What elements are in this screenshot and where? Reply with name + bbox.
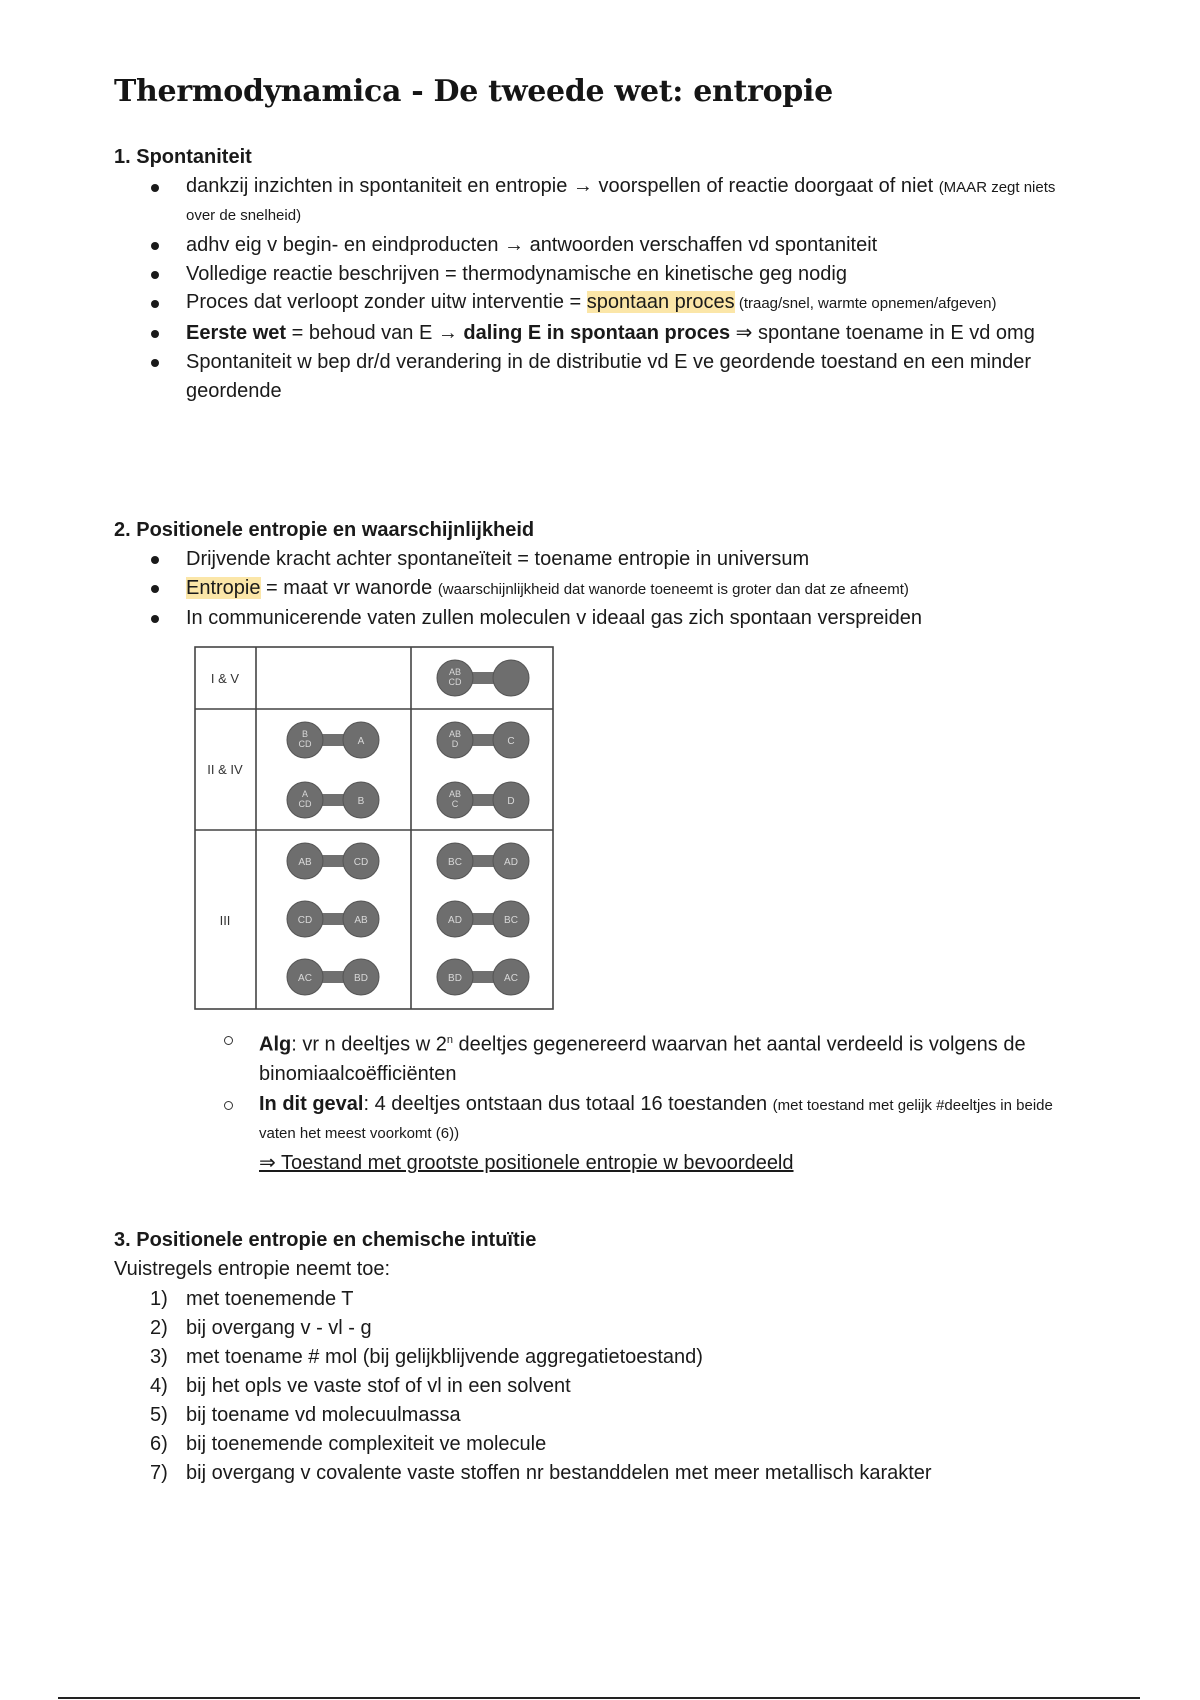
list-number: 2) [150,1317,168,1339]
row-label: III [219,913,231,928]
list-item [0,1343,1086,1372]
particle-label: BD [354,973,368,984]
particle-label: BC [448,857,462,868]
section-2-heading: 2. Positionele entropie en waarschijnlijkheid [114,519,535,541]
list-item: Alg: vr n deeltjes w 2$^n$ deeltjes gegenereerd waarvan het aantal verdeeld is volgens de binomiaalcoëfficiënten [0,1026,1089,1089]
list-item: Drijvende kracht achter spontaneïteit = toename entropie in universum [0,545,1086,574]
list-text: bij het opls ve vaste stof of vl in een solvent [186,1375,571,1397]
bullet-icon [151,556,159,564]
list-item [0,1149,1089,1178]
list-item [0,1401,1086,1430]
particle-label: AD [504,857,518,868]
list-item: Proces dat verloopt zonder uitw interventie = spontaan proces (traag/snel, warmte opnemen/afgeven) [0,289,1086,317]
section-1-list [0,173,1086,406]
highlight: Entropie [186,577,261,599]
list-number: 6) [150,1433,168,1455]
bullet-icon [151,300,159,308]
entropy-figure [193,645,557,1013]
list-item: In dit geval: 4 deeltjes ontstaan dus totaal 16 toestanden (met toestand met gelijk #deeltjes in beide vaten het meest voorkomt (6)) [0,1091,1089,1147]
particle-label: AC [298,973,312,984]
section-2-list [0,545,1086,633]
section-3-intro: Vuistregels entropie neemt toe: [114,1258,391,1280]
particle-label: A [357,736,365,747]
circle-bullet-icon [224,1036,233,1045]
bullet-icon [151,271,159,279]
bullet-icon [151,359,159,367]
particle-label: CD [353,857,369,868]
list-text: bij toenemende complexiteit ve molecule [186,1433,547,1455]
list-item: Eerste wet = behoud van E → daling E in spontaan proces ⇒ spontane toename in E vd omg [0,319,1086,348]
list-text: bij overgang v - vl - g [186,1317,372,1339]
particle-label: CD [297,915,313,926]
particle-label: C [507,736,515,747]
particle-label: B CD [298,729,312,749]
particle-label: AB C [448,789,462,809]
particle-label: AB CD [448,667,462,687]
list-item: Entropie = maat vr wanorde (waarschijnlijkheid dat wanorde toeneemt is groter dan dat ze afneemt) [0,574,1086,604]
particle-label: AC [504,973,518,984]
bullet-icon [151,585,159,593]
list-text: bij toename vd molecuulmassa [186,1404,461,1426]
particle-label: AB D [448,729,462,749]
bullet-icon [151,184,159,192]
particle-label: B [357,796,365,807]
list-item [0,1430,1086,1459]
list-text: met toename # mol (bij gelijkblijvende aggregatietoestand) [186,1346,703,1368]
section-3-list [0,1285,1086,1488]
particle-label: AB [354,915,368,926]
list-number: 3) [150,1346,168,1368]
page-divider [58,1697,1140,1699]
particle-label: D [507,796,515,807]
list-text: bij overgang v covalente vaste stoffen nr bestanddelen met meer metallisch karakter [186,1462,932,1484]
circle-bullet-icon [224,1101,233,1110]
list-item [0,1459,1086,1488]
section-2-sublist [0,1026,1089,1178]
row-label: I & V [210,671,240,686]
bullet-icon [151,242,159,250]
list-item: In communicerende vaten zullen moleculen v ideaal gas zich spontaan verspreiden [0,604,1086,633]
bullet-icon [151,330,159,338]
conclusion: ⇒ Toestand met grootste positionele entropie w bevoordeeld [259,1151,794,1174]
list-item: Volledige reactie beschrijven = thermodynamische en kinetische geg nodig [0,260,1086,289]
particle-label: AB [298,857,312,868]
particle-label: AD [448,915,462,926]
row-label: II & IV [207,762,243,777]
page-title: Thermodynamica - De tweede wet: entropie [114,74,833,109]
list-item [0,1285,1086,1314]
list-item: Spontaniteit w bep dr/d verandering in de distributie vd E ve geordende toestand en een minder geordende [0,348,1086,406]
section-1-heading: 1. Spontaniteit [114,146,252,168]
list-number: 1) [150,1288,168,1310]
list-text: met toenemende T [186,1288,354,1310]
particle-label: BD [448,973,462,984]
list-number: 4) [150,1375,168,1397]
particle-label: A CD [298,789,312,809]
list-item: dankzij inzichten in spontaniteit en entropie → voorspellen of reactie doorgaat of niet (MAAR zegt niets over de snelheid) [0,173,1086,229]
list-item: adhv eig v begin- en eindproducten → antwoorden verschaffen vd spontaniteit [0,231,1086,260]
list-number: 5) [150,1404,168,1426]
bullet-icon [151,615,159,623]
list-item [0,1314,1086,1343]
list-number: 7) [150,1462,168,1484]
particle-label: BC [504,915,518,926]
list-item [0,1372,1086,1401]
highlight: spontaan proces [586,291,735,313]
section-3-heading: 3. Positionele entropie en chemische intuïtie [114,1229,537,1251]
